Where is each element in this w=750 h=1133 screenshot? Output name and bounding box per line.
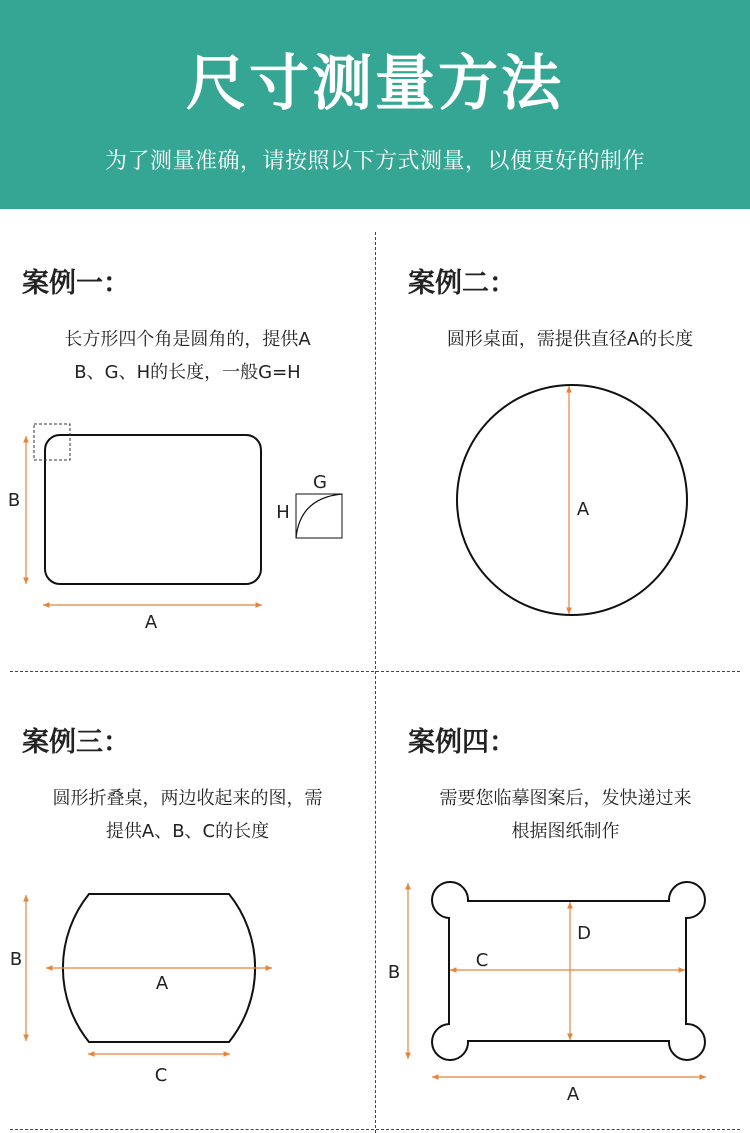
case4-diagram bbox=[388, 882, 706, 1105]
case2-desc-line1: 圆形桌面，需提供直径A的长度 bbox=[446, 329, 694, 350]
case4-desc-line2: 根据图纸制作 bbox=[511, 821, 620, 842]
label-d: D bbox=[577, 923, 591, 944]
case2-diagram bbox=[457, 385, 687, 615]
label-a: A bbox=[144, 612, 158, 633]
case3-diagram bbox=[10, 894, 272, 1086]
corner-arc bbox=[296, 494, 342, 538]
case3-title: 案例三： bbox=[22, 727, 130, 758]
label-c: C bbox=[154, 1065, 168, 1086]
page-subtitle: 为了测量准确，请按照以下方式测量，以便更好的制作 bbox=[104, 149, 645, 174]
case1-desc-line2: B、G、H的长度，一般G=H bbox=[74, 362, 301, 383]
case4-title: 案例四： bbox=[408, 727, 516, 758]
rounded-rectangle-shape bbox=[45, 435, 261, 584]
case1-title: 案例一： bbox=[22, 268, 130, 299]
corner-highlight-box bbox=[34, 424, 70, 460]
label-a: A bbox=[576, 499, 590, 520]
label-a: A bbox=[155, 973, 169, 994]
page-title: 尺寸测量方法 bbox=[186, 49, 564, 119]
circle-shape bbox=[457, 385, 687, 615]
case4-desc-line1: 需要您临摹图案后，发快递过来 bbox=[439, 788, 692, 809]
case1-desc-line1: 长方形四个角是圆角的，提供A bbox=[64, 329, 311, 350]
case3-desc-line2: 提供A、B、C的长度 bbox=[105, 821, 270, 842]
case3-desc-line1: 圆形折叠桌，两边收起来的图，需 bbox=[52, 788, 323, 809]
label-c: C bbox=[475, 950, 489, 971]
label-b: B bbox=[9, 949, 23, 970]
case1-diagram bbox=[8, 424, 342, 633]
label-h: H bbox=[276, 502, 290, 523]
custom-table-shape bbox=[432, 882, 705, 1060]
case2-title: 案例二： bbox=[408, 268, 516, 299]
label-b: B bbox=[7, 490, 21, 511]
label-g: G bbox=[313, 472, 327, 493]
label-a: A bbox=[566, 1084, 580, 1105]
label-b: B bbox=[387, 962, 401, 983]
